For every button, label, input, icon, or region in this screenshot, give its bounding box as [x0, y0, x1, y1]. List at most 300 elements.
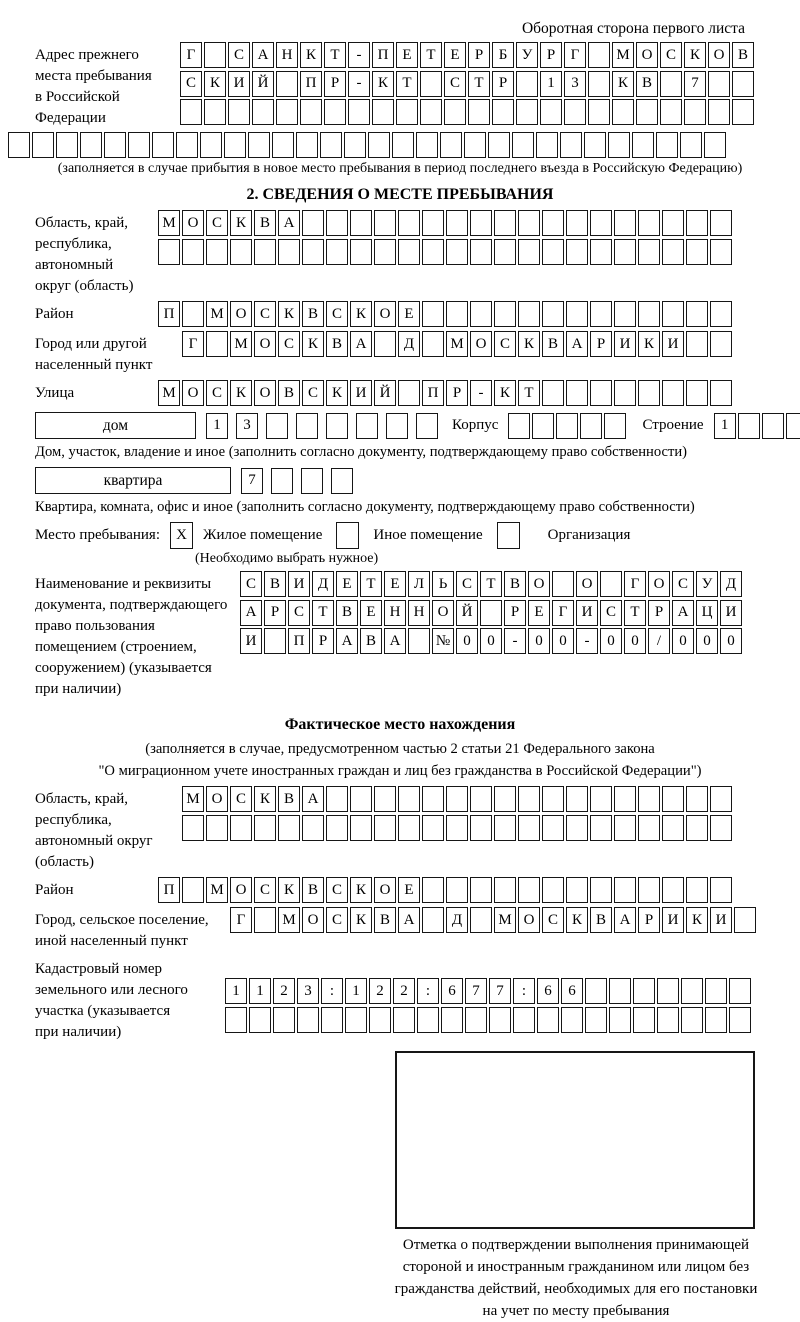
- char-cell[interactable]: М: [158, 210, 180, 236]
- char-cell[interactable]: [638, 815, 660, 841]
- char-cell[interactable]: [276, 71, 298, 97]
- char-cell[interactable]: [680, 132, 702, 158]
- char-cell[interactable]: К: [566, 907, 588, 933]
- char-cell[interactable]: Р: [648, 600, 670, 626]
- char-cell[interactable]: [704, 132, 726, 158]
- char-cell[interactable]: О: [576, 571, 598, 597]
- char-cell[interactable]: [516, 99, 538, 125]
- char-cell[interactable]: 0: [552, 628, 574, 654]
- char-cell[interactable]: С: [302, 380, 324, 406]
- char-cell[interactable]: Ь: [432, 571, 454, 597]
- char-cell[interactable]: [422, 239, 444, 265]
- char-cell[interactable]: [254, 907, 276, 933]
- char-cell[interactable]: [446, 786, 468, 812]
- char-cell[interactable]: [420, 99, 442, 125]
- char-cell[interactable]: С: [600, 600, 622, 626]
- char-cell[interactable]: 2: [393, 978, 415, 1004]
- char-cell[interactable]: [273, 1007, 295, 1033]
- char-cell[interactable]: К: [278, 877, 300, 903]
- char-cell[interactable]: [710, 815, 732, 841]
- char-cell[interactable]: [56, 132, 78, 158]
- char-cell[interactable]: Й: [252, 71, 274, 97]
- char-cell[interactable]: 0: [720, 628, 742, 654]
- char-cell[interactable]: :: [513, 978, 535, 1004]
- char-cell[interactable]: [422, 301, 444, 327]
- char-cell[interactable]: П: [372, 42, 394, 68]
- char-cell[interactable]: [518, 210, 540, 236]
- char-cell[interactable]: [660, 71, 682, 97]
- char-cell[interactable]: [732, 71, 754, 97]
- char-cell[interactable]: М: [206, 877, 228, 903]
- char-cell[interactable]: [470, 815, 492, 841]
- char-cell[interactable]: [542, 210, 564, 236]
- char-cell[interactable]: [588, 71, 610, 97]
- char-cell[interactable]: А: [614, 907, 636, 933]
- char-cell[interactable]: Г: [564, 42, 586, 68]
- char-cell[interactable]: В: [278, 380, 300, 406]
- char-cell[interactable]: О: [230, 877, 252, 903]
- char-cell[interactable]: [686, 877, 708, 903]
- char-cell[interactable]: [254, 239, 276, 265]
- char-cell[interactable]: [494, 877, 516, 903]
- char-cell[interactable]: [614, 877, 636, 903]
- char-cell[interactable]: [710, 786, 732, 812]
- char-cell[interactable]: [552, 571, 574, 597]
- char-cell[interactable]: А: [336, 628, 358, 654]
- char-cell[interactable]: [331, 468, 353, 494]
- char-cell[interactable]: [470, 301, 492, 327]
- char-cell[interactable]: О: [374, 301, 396, 327]
- char-cell[interactable]: [600, 571, 622, 597]
- char-cell[interactable]: 7: [241, 468, 263, 494]
- char-cell[interactable]: [180, 99, 202, 125]
- char-cell[interactable]: [230, 815, 252, 841]
- char-cell[interactable]: [326, 413, 348, 439]
- char-cell[interactable]: [542, 380, 564, 406]
- char-cell[interactable]: [585, 978, 607, 1004]
- char-cell[interactable]: [710, 331, 732, 357]
- char-cell[interactable]: [614, 210, 636, 236]
- char-cell[interactable]: П: [158, 877, 180, 903]
- char-cell[interactable]: [542, 301, 564, 327]
- char-cell[interactable]: [566, 301, 588, 327]
- char-cell[interactable]: [422, 815, 444, 841]
- char-cell[interactable]: [494, 210, 516, 236]
- char-cell[interactable]: [657, 978, 679, 1004]
- char-cell[interactable]: [662, 786, 684, 812]
- char-cell[interactable]: С: [444, 71, 466, 97]
- char-cell[interactable]: [446, 815, 468, 841]
- char-cell[interactable]: В: [360, 628, 382, 654]
- char-cell[interactable]: С: [254, 877, 276, 903]
- char-cell[interactable]: К: [684, 42, 706, 68]
- char-cell[interactable]: [297, 1007, 319, 1033]
- char-cell[interactable]: [320, 132, 342, 158]
- char-cell[interactable]: 3: [297, 978, 319, 1004]
- char-cell[interactable]: [614, 239, 636, 265]
- char-cell[interactable]: 0: [600, 628, 622, 654]
- char-cell[interactable]: У: [516, 42, 538, 68]
- char-cell[interactable]: [228, 99, 250, 125]
- char-cell[interactable]: [516, 71, 538, 97]
- char-cell[interactable]: 7: [684, 71, 706, 97]
- char-cell[interactable]: Г: [552, 600, 574, 626]
- char-cell[interactable]: [296, 413, 318, 439]
- char-cell[interactable]: М: [158, 380, 180, 406]
- char-cell[interactable]: [636, 99, 658, 125]
- char-cell[interactable]: [512, 132, 534, 158]
- char-cell[interactable]: Г: [624, 571, 646, 597]
- char-cell[interactable]: К: [350, 301, 372, 327]
- char-cell[interactable]: [614, 815, 636, 841]
- char-cell[interactable]: [416, 413, 438, 439]
- char-cell[interactable]: У: [696, 571, 718, 597]
- char-cell[interactable]: [494, 786, 516, 812]
- char-cell[interactable]: 1: [345, 978, 367, 1004]
- char-cell[interactable]: О: [470, 331, 492, 357]
- char-cell[interactable]: О: [528, 571, 550, 597]
- char-cell[interactable]: [590, 380, 612, 406]
- char-cell[interactable]: [638, 877, 660, 903]
- char-cell[interactable]: [416, 132, 438, 158]
- char-cell[interactable]: А: [672, 600, 694, 626]
- char-cell[interactable]: А: [240, 600, 262, 626]
- char-cell[interactable]: С: [206, 380, 228, 406]
- char-cell[interactable]: [422, 210, 444, 236]
- char-cell[interactable]: И: [288, 571, 310, 597]
- char-cell[interactable]: [182, 239, 204, 265]
- char-cell[interactable]: К: [350, 877, 372, 903]
- char-cell[interactable]: К: [494, 380, 516, 406]
- char-cell[interactable]: [732, 99, 754, 125]
- char-cell[interactable]: Р: [492, 71, 514, 97]
- char-cell[interactable]: 0: [624, 628, 646, 654]
- char-cell[interactable]: [350, 786, 372, 812]
- char-cell[interactable]: Д: [446, 907, 468, 933]
- char-cell[interactable]: [374, 786, 396, 812]
- char-cell[interactable]: 6: [561, 978, 583, 1004]
- char-cell[interactable]: [398, 815, 420, 841]
- char-cell[interactable]: [398, 210, 420, 236]
- char-cell[interactable]: Д: [398, 331, 420, 357]
- char-cell[interactable]: 0: [696, 628, 718, 654]
- char-cell[interactable]: [350, 210, 372, 236]
- char-cell[interactable]: [540, 99, 562, 125]
- char-cell[interactable]: М: [278, 907, 300, 933]
- char-cell[interactable]: [398, 786, 420, 812]
- char-cell[interactable]: А: [566, 331, 588, 357]
- char-cell[interactable]: [393, 1007, 415, 1033]
- char-cell[interactable]: -: [348, 71, 370, 97]
- char-cell[interactable]: 1: [206, 413, 228, 439]
- char-cell[interactable]: О: [182, 210, 204, 236]
- char-cell[interactable]: О: [432, 600, 454, 626]
- char-cell[interactable]: [585, 1007, 607, 1033]
- char-cell[interactable]: [422, 877, 444, 903]
- char-cell[interactable]: И: [710, 907, 732, 933]
- char-cell[interactable]: В: [302, 877, 324, 903]
- char-cell[interactable]: В: [374, 907, 396, 933]
- char-cell[interactable]: К: [278, 301, 300, 327]
- char-cell[interactable]: [372, 99, 394, 125]
- char-cell[interactable]: [686, 239, 708, 265]
- char-cell[interactable]: К: [302, 331, 324, 357]
- char-cell[interactable]: [590, 786, 612, 812]
- char-cell[interactable]: [513, 1007, 535, 1033]
- char-cell[interactable]: М: [612, 42, 634, 68]
- char-cell[interactable]: [542, 815, 564, 841]
- char-cell[interactable]: [590, 239, 612, 265]
- char-cell[interactable]: [326, 239, 348, 265]
- char-cell[interactable]: [392, 132, 414, 158]
- char-cell[interactable]: О: [206, 786, 228, 812]
- char-cell[interactable]: О: [254, 331, 276, 357]
- char-cell[interactable]: [561, 1007, 583, 1033]
- char-cell[interactable]: [128, 132, 150, 158]
- char-cell[interactable]: П: [158, 301, 180, 327]
- char-cell[interactable]: [204, 99, 226, 125]
- char-cell[interactable]: [470, 907, 492, 933]
- char-cell[interactable]: 7: [489, 978, 511, 1004]
- char-cell[interactable]: А: [278, 210, 300, 236]
- char-cell[interactable]: [444, 99, 466, 125]
- char-cell[interactable]: В: [254, 210, 276, 236]
- char-cell[interactable]: [350, 815, 372, 841]
- char-cell[interactable]: П: [300, 71, 322, 97]
- char-cell[interactable]: Т: [518, 380, 540, 406]
- char-cell[interactable]: Т: [624, 600, 646, 626]
- char-cell[interactable]: [584, 132, 606, 158]
- char-cell[interactable]: [296, 132, 318, 158]
- char-cell[interactable]: Т: [396, 71, 418, 97]
- char-cell[interactable]: [374, 331, 396, 357]
- char-cell[interactable]: С: [206, 210, 228, 236]
- char-cell[interactable]: [326, 210, 348, 236]
- char-cell[interactable]: [560, 132, 582, 158]
- char-cell[interactable]: [278, 239, 300, 265]
- char-cell[interactable]: Р: [446, 380, 468, 406]
- char-cell[interactable]: [662, 815, 684, 841]
- char-cell[interactable]: 0: [672, 628, 694, 654]
- char-cell[interactable]: 1: [225, 978, 247, 1004]
- char-cell[interactable]: [705, 1007, 727, 1033]
- char-cell[interactable]: 1: [540, 71, 562, 97]
- char-cell[interactable]: Т: [312, 600, 334, 626]
- char-cell[interactable]: Г: [180, 42, 202, 68]
- char-cell[interactable]: [408, 628, 430, 654]
- char-cell[interactable]: [264, 628, 286, 654]
- char-cell[interactable]: В: [302, 301, 324, 327]
- char-cell[interactable]: [710, 210, 732, 236]
- char-cell[interactable]: К: [686, 907, 708, 933]
- char-cell[interactable]: [326, 786, 348, 812]
- char-cell[interactable]: [614, 786, 636, 812]
- checkbox-organization[interactable]: [497, 522, 520, 549]
- char-cell[interactable]: [374, 815, 396, 841]
- char-cell[interactable]: О: [254, 380, 276, 406]
- char-cell[interactable]: [417, 1007, 439, 1033]
- char-cell[interactable]: [566, 786, 588, 812]
- char-cell[interactable]: К: [372, 71, 394, 97]
- char-cell[interactable]: [302, 815, 324, 841]
- char-cell[interactable]: [518, 301, 540, 327]
- char-cell[interactable]: [464, 132, 486, 158]
- char-cell[interactable]: -: [470, 380, 492, 406]
- char-cell[interactable]: [396, 99, 418, 125]
- char-cell[interactable]: [446, 210, 468, 236]
- char-cell[interactable]: О: [708, 42, 730, 68]
- char-cell[interactable]: О: [182, 380, 204, 406]
- char-cell[interactable]: [686, 786, 708, 812]
- char-cell[interactable]: [494, 815, 516, 841]
- char-cell[interactable]: 2: [369, 978, 391, 1004]
- char-cell[interactable]: [762, 413, 784, 439]
- char-cell[interactable]: [660, 99, 682, 125]
- char-cell[interactable]: М: [446, 331, 468, 357]
- char-cell[interactable]: [374, 239, 396, 265]
- char-cell[interactable]: 1: [249, 978, 271, 1004]
- char-cell[interactable]: Т: [480, 571, 502, 597]
- char-cell[interactable]: С: [278, 331, 300, 357]
- char-cell[interactable]: С: [542, 907, 564, 933]
- char-cell[interactable]: [614, 301, 636, 327]
- char-cell[interactable]: [350, 239, 372, 265]
- char-cell[interactable]: [374, 210, 396, 236]
- char-cell[interactable]: /: [648, 628, 670, 654]
- char-cell[interactable]: [608, 132, 630, 158]
- char-cell[interactable]: С: [228, 42, 250, 68]
- char-cell[interactable]: А: [252, 42, 274, 68]
- char-cell[interactable]: Е: [360, 600, 382, 626]
- char-cell[interactable]: Г: [230, 907, 252, 933]
- apartment-name-box[interactable]: квартира: [35, 467, 231, 494]
- char-cell[interactable]: [710, 239, 732, 265]
- char-cell[interactable]: А: [384, 628, 406, 654]
- char-cell[interactable]: С: [288, 600, 310, 626]
- char-cell[interactable]: Н: [384, 600, 406, 626]
- char-cell[interactable]: [588, 42, 610, 68]
- char-cell[interactable]: [686, 301, 708, 327]
- char-cell[interactable]: [656, 132, 678, 158]
- char-cell[interactable]: [612, 99, 634, 125]
- char-cell[interactable]: Р: [504, 600, 526, 626]
- char-cell[interactable]: [566, 877, 588, 903]
- char-cell[interactable]: Р: [264, 600, 286, 626]
- char-cell[interactable]: [230, 239, 252, 265]
- char-cell[interactable]: М: [206, 301, 228, 327]
- char-cell[interactable]: 7: [465, 978, 487, 1004]
- char-cell[interactable]: К: [230, 210, 252, 236]
- char-cell[interactable]: [686, 210, 708, 236]
- char-cell[interactable]: [638, 210, 660, 236]
- char-cell[interactable]: О: [302, 907, 324, 933]
- char-cell[interactable]: 2: [273, 978, 295, 1004]
- char-cell[interactable]: Б: [492, 42, 514, 68]
- char-cell[interactable]: [441, 1007, 463, 1033]
- checkbox-other-premises[interactable]: [336, 522, 359, 549]
- char-cell[interactable]: В: [278, 786, 300, 812]
- char-cell[interactable]: Т: [360, 571, 382, 597]
- char-cell[interactable]: [738, 413, 760, 439]
- char-cell[interactable]: [681, 1007, 703, 1033]
- char-cell[interactable]: [729, 1007, 751, 1033]
- char-cell[interactable]: [681, 978, 703, 1004]
- char-cell[interactable]: №: [432, 628, 454, 654]
- char-cell[interactable]: С: [326, 877, 348, 903]
- char-cell[interactable]: -: [348, 42, 370, 68]
- char-cell[interactable]: [302, 210, 324, 236]
- char-cell[interactable]: М: [230, 331, 252, 357]
- char-cell[interactable]: Е: [444, 42, 466, 68]
- char-cell[interactable]: [302, 239, 324, 265]
- char-cell[interactable]: И: [662, 331, 684, 357]
- char-cell[interactable]: С: [494, 331, 516, 357]
- char-cell[interactable]: [398, 380, 420, 406]
- char-cell[interactable]: Й: [374, 380, 396, 406]
- char-cell[interactable]: [566, 380, 588, 406]
- char-cell[interactable]: С: [456, 571, 478, 597]
- char-cell[interactable]: [614, 380, 636, 406]
- char-cell[interactable]: [254, 815, 276, 841]
- char-cell[interactable]: [398, 239, 420, 265]
- char-cell[interactable]: К: [638, 331, 660, 357]
- char-cell[interactable]: К: [612, 71, 634, 97]
- char-cell[interactable]: О: [374, 877, 396, 903]
- char-cell[interactable]: [206, 239, 228, 265]
- char-cell[interactable]: [420, 71, 442, 97]
- char-cell[interactable]: [710, 301, 732, 327]
- char-cell[interactable]: [465, 1007, 487, 1033]
- char-cell[interactable]: [206, 815, 228, 841]
- char-cell[interactable]: [633, 978, 655, 1004]
- char-cell[interactable]: [252, 99, 274, 125]
- char-cell[interactable]: Р: [312, 628, 334, 654]
- char-cell[interactable]: В: [326, 331, 348, 357]
- char-cell[interactable]: О: [648, 571, 670, 597]
- char-cell[interactable]: Л: [408, 571, 430, 597]
- char-cell[interactable]: [321, 1007, 343, 1033]
- char-cell[interactable]: Е: [396, 42, 418, 68]
- char-cell[interactable]: И: [720, 600, 742, 626]
- char-cell[interactable]: О: [230, 301, 252, 327]
- char-cell[interactable]: [536, 132, 558, 158]
- char-cell[interactable]: [638, 301, 660, 327]
- char-cell[interactable]: [590, 815, 612, 841]
- char-cell[interactable]: Й: [456, 600, 478, 626]
- char-cell[interactable]: А: [302, 786, 324, 812]
- char-cell[interactable]: 3: [236, 413, 258, 439]
- char-cell[interactable]: А: [350, 331, 372, 357]
- char-cell[interactable]: [248, 132, 270, 158]
- char-cell[interactable]: [278, 815, 300, 841]
- char-cell[interactable]: И: [614, 331, 636, 357]
- char-cell[interactable]: С: [240, 571, 262, 597]
- char-cell[interactable]: [225, 1007, 247, 1033]
- char-cell[interactable]: [566, 210, 588, 236]
- char-cell[interactable]: И: [350, 380, 372, 406]
- char-cell[interactable]: В: [504, 571, 526, 597]
- char-cell[interactable]: [326, 815, 348, 841]
- char-cell[interactable]: [590, 301, 612, 327]
- char-cell[interactable]: К: [326, 380, 348, 406]
- char-cell[interactable]: 0: [456, 628, 478, 654]
- char-cell[interactable]: [470, 239, 492, 265]
- char-cell[interactable]: [446, 301, 468, 327]
- char-cell[interactable]: К: [350, 907, 372, 933]
- char-cell[interactable]: [80, 132, 102, 158]
- char-cell[interactable]: [638, 380, 660, 406]
- house-name-box[interactable]: дом: [35, 412, 196, 439]
